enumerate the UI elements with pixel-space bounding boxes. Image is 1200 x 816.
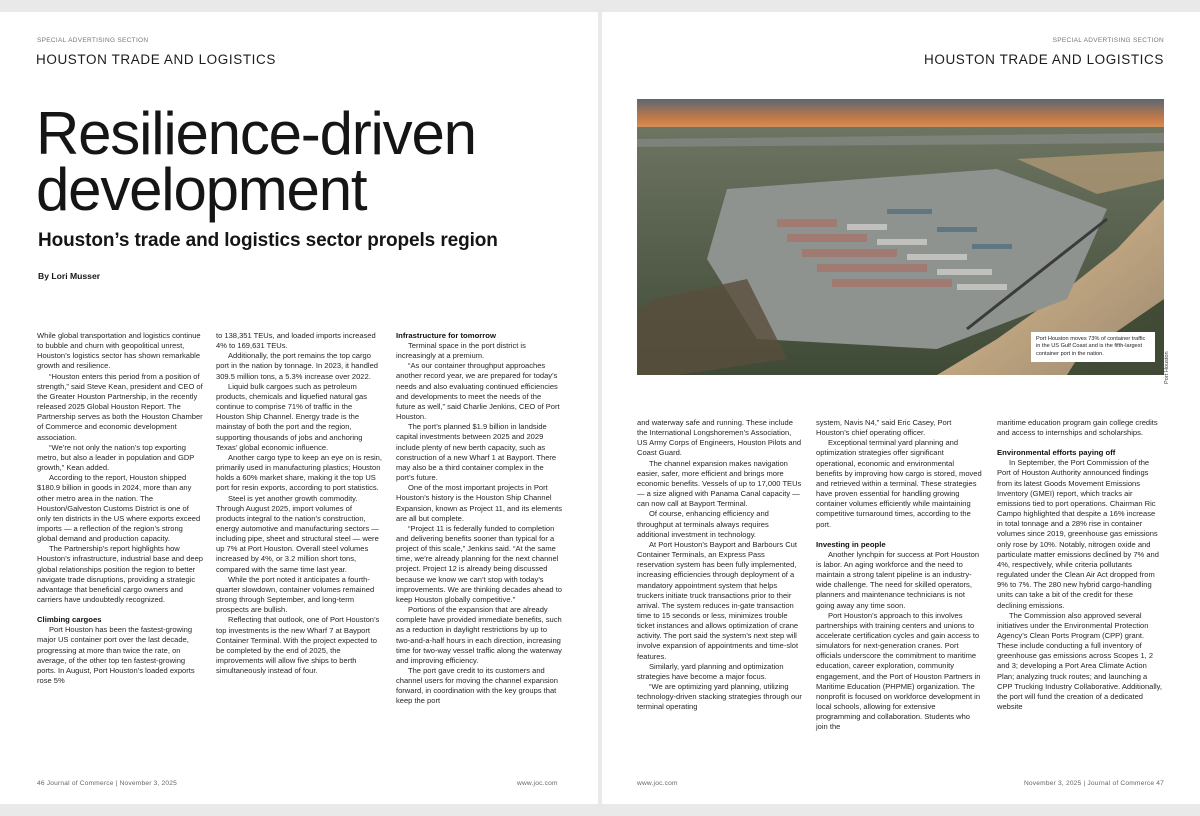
footer-page-info-left: 46 Journal of Commerce | November 3, 2025 <box>37 780 178 787</box>
article-column-1 <box>37 331 203 686</box>
article-paragraph: Liquid bulk cargoes such as petroleum products, chemicals and liquefied natural gas continue to comprise 71% of traffic in the Houston Ship Channel. Energy trade is the mainstay of both the port and the region, supporting thousands of jobs and anchoring Texas’ global economic influence. <box>216 381 368 452</box>
article-paragraph: According to the report, Houston shipped $180.9 billion in goods in 2024, more than any other metro area in the nation. The Houston/Galveston Customs District is one of only ten districts in the US where exports exceed imports — a reflection of the region’s strong global demand and production capacity. <box>37 473 201 544</box>
photo-caption: Port Houston moves 73% of container traffic in the US Gulf Coast and is the fifth-largest container port in the nation. <box>1031 332 1155 362</box>
footer-url-left[interactable]: www.joc.com <box>517 780 558 787</box>
article-paragraph: “Project 11 is federally funded to completion and delivering benefits sooner than typical for a project of this scale,” Jenkins said. “At the same time, we’re already planning for the next channel project. Project 12 is already being discussed because we know we can’t stop with today’s improvements. We are thinking decades ahead to keep Houston globally competitive.” <box>396 523 562 604</box>
footer-url-right[interactable]: www.joc.com <box>637 780 678 787</box>
footer-page-info-right: November 3, 2025 | Journal of Commerce 47 <box>1023 780 1164 787</box>
section-subhead: Infrastructure for tomorrow <box>396 331 496 340</box>
article-paragraph: While the port noted it anticipates a fourth-quarter slowdown, container volumes remained strong through September, and long-term prospects are bullish. <box>216 574 375 615</box>
article-paragraph: While global transportation and logistics continue to bubble and churn with geopolitical unrest, Houston’s logistics sector has shown remarkable growth and resilience. <box>37 331 201 371</box>
article-subheadline: Houston’s trade and logistics sector propels region <box>38 230 498 251</box>
article-paragraph: At Port Houston’s Bayport and Barbours Cut Container Terminals, an Express Pass reservation system has been fully implemented, increasing efficiencies through deployment of a mandatory appointment system that helps truckers initiate truck transactions prior to their arrival. The system reduces in-gate transaction time to 15 seconds or less, minimizes trouble ticket instances and allows optimization of crane activity. The port said the system’s next step will involve expansion of appointments and time-slot features. <box>637 539 799 661</box>
article-paragraph: The port’s planned $1.9 billion in landside capital investments between 2025 and 2029 include plenty of new berth capacity, such as construction of a new Wharf 1 at Bayport. There may also be a third container complex in the port’s future. <box>396 422 557 483</box>
advertising-label-left: SPECIAL ADVERTISING SECTION <box>37 37 149 44</box>
article-paragraph: Another lynchpin for success at Port Houston is labor. An aging workforce and the need to maintain a strong talent pipeline is an industry-wide challenge. The need for skilled operators, planners and maintenance technicians is not going away any time soon. <box>816 549 980 610</box>
article-paragraph: “We’re not only the nation’s top exporting metro, but also a leader in population and GDP growth,” Kean added. <box>37 442 195 473</box>
byline: By Lori Musser <box>38 271 101 281</box>
article-paragraph: Reflecting that outlook, one of Port Houston’s top investments is the new Wharf 7 at Bayport Container Terminal. With the project expected to be completed by the end of 2025, the improvements will allow five ships to berth simultaneously instead of four. <box>216 615 380 676</box>
article-paragraph: The Commission also approved several initiatives under the Environmental Protection Agency’s Clean Ports Program (CPP) grant. These include conducting a full inventory of greenhouse gas emissions across Scopes 1, 2 and 3; developing a Port Area Climate Action Plan; analyzing truck routes; and launching a CPP Trucking Industry Collaborative. Additionally, the port will fund the creation of a dedicated website <box>997 610 1162 712</box>
section-title-left: HOUSTON TRADE AND LOGISTICS <box>36 52 276 67</box>
article-paragraph: The port gave credit to its customers and channel users for moving the channel expansion forward, in coordination with the key groups that keep the port <box>396 666 558 706</box>
article-paragraph: In September, the Port Commission of the Port of Houston Authority announced findings from its latest Goods Movement Emissions Inventory (GMEI) report, which tracks air emissions tied to port operations. Chairman Ric Campo highlighted that despite a 16% increase in total tonnage and a 28% rise in container volumes since 2019, greenhouse gas emissions only rose by 10%. Notably, nitrogen oxide and particulate matter emissions declined by 7% and 4%, respectively, while criteria pollutants regulated under the Clean Air Act dropped from 9% to 7%. The 280 new hybrid cargo-handling units can take a bit of the credit for these declining emissions. <box>997 458 1159 610</box>
left-page <box>0 12 598 804</box>
article-headline: Resilience-driven development <box>36 100 476 224</box>
article-paragraph: The channel expansion makes navigation easier, safer, more efficient and brings more economic benefits. Vessels of up to 17,000 TEUs — a size aligned with Panama Canal capacity — can now call at Bayport Terminal. <box>637 458 802 509</box>
section-title-right: HOUSTON TRADE AND LOGISTICS <box>924 52 1164 67</box>
article-column-2 <box>216 331 382 676</box>
article-paragraph: Portions of the expansion that are already complete have provided immediate benefits, such as a reduction in daylight restrictions by up to two-and-a-half hours in each direction, increasing time for two-way vessel traffic along the waterway and improving efficiency. <box>396 605 562 665</box>
article-paragraph: maritime education program gain college credits and access to internships and scholarships. <box>997 418 1158 438</box>
article-paragraph: Port Houston’s approach to this involves partnerships with training centers and unions to accelerate certification cycles and gain access to simulators for next-generation cranes. Port officials underscore the commitment to maritime education, career exploration, community engagement, and the Port of Houston Partners in Maritime Education (PHPME) organization. The nonprofit is focused on workforce development in local schools, allowing for extensive programming and collaboration. Students who join the <box>816 610 981 732</box>
article-paragraph: “As our container throughput approaches another record year, we are prepared for today’s needs and also evaluating continued efficiencies and developments to meet the needs of the future as well,” said Charlie Jenkins, CEO of Port Houston. <box>396 361 560 422</box>
article-paragraph: Similarly, yard planning and optimization strategies have become a major focus. <box>637 661 784 681</box>
article-paragraph: Exceptional terminal yard planning and optimization strategies offer significant operational, economic and environmental benefits by improving how cargo is stored, moved and retrieved within a terminal. These strategies have proven essential for handling growing container volumes efficiently while maintaining competitive turnaround times, according to the port. <box>816 438 982 529</box>
article-column-5 <box>816 418 982 733</box>
article-paragraph: and waterway safe and running. These include the International Longshoremen’s Association, US Army Corps of Engineers, Houston Pilots and Coast Guard. <box>637 418 802 458</box>
photo-credit: Port Houston <box>1164 351 1170 384</box>
article-paragraph: Terminal space in the port district is increasingly at a premium. <box>396 341 526 361</box>
article-column-4 <box>637 418 803 713</box>
advertising-label-right: SPECIAL ADVERTISING SECTION <box>1052 37 1164 44</box>
section-subhead: Environmental efforts paying off <box>997 448 1116 458</box>
article-column-3 <box>396 331 562 707</box>
article-paragraph: Port Houston has been the fastest-growing major US container port over the last decade, progressing at more than twice the rate, on average, of the other top ten fastest-growing ports. In August, Port Houston’s loaded exports rose 5% <box>37 625 195 685</box>
section-subhead: Climbing cargoes <box>37 615 102 625</box>
right-page <box>602 12 1200 804</box>
article-paragraph: The Partnership’s report highlights how Houston’s infrastructure, industrial base and deep global relationships position the region to better navigate trade disruptions, providing a strategic advantage that beneficial cargo owners and carriers have undoubtedly recognized. <box>37 544 203 605</box>
section-subhead: Investing in people <box>816 539 886 549</box>
article-paragraph: One of the most important projects in Port Houston’s history is the Houston Ship Channel Expansion, known as Project 11, and its elements are all but complete. <box>396 483 562 523</box>
article-column-6 <box>997 418 1163 712</box>
article-paragraph: Additionally, the port remains the top cargo port in the nation by tonnage. In 2023, it handled 309.5 million tons, a 5.3% increase over 2022. <box>216 351 378 381</box>
article-paragraph: “Houston enters this period from a position of strength,” said Steve Kean, president and CEO of the Greater Houston Partnership, in the recently released 2025 Global Houston Report. The Partnership serves as both the Houston Chamber of Commerce and economic development association. <box>37 371 203 442</box>
article-paragraph: system, Navis N4,” said Eric Casey, Port Houston’s chief operating officer. <box>816 418 952 438</box>
article-paragraph: “We are optimizing yard planning, utilizing technology-driven stacking strategies through our terminal operating <box>637 682 802 712</box>
article-paragraph: Of course, enhancing efficiency and throughput at terminals always requires additional investment in technology. <box>637 509 769 539</box>
article-paragraph: to 138,351 TEUs, and loaded imports increased 4% to 169,631 TEUs. <box>216 331 376 351</box>
article-paragraph: Another cargo type to keep an eye on is resin, primarily used in manufacturing plastics; Houston holds a 60% market share, making it the top US port for resin exports, according to port statistics. <box>216 452 382 493</box>
article-paragraph: Steel is yet another growth commodity. Through August 2025, import volumes of products integral to the nation’s construction, energy automotive and manufacturing sectors — including pipe, sheet and structural steel — were up 7% at Port Houston. Overall steel volumes increased by 4%, or 3.2 million short tons, compared with the same time last year. <box>216 493 379 574</box>
